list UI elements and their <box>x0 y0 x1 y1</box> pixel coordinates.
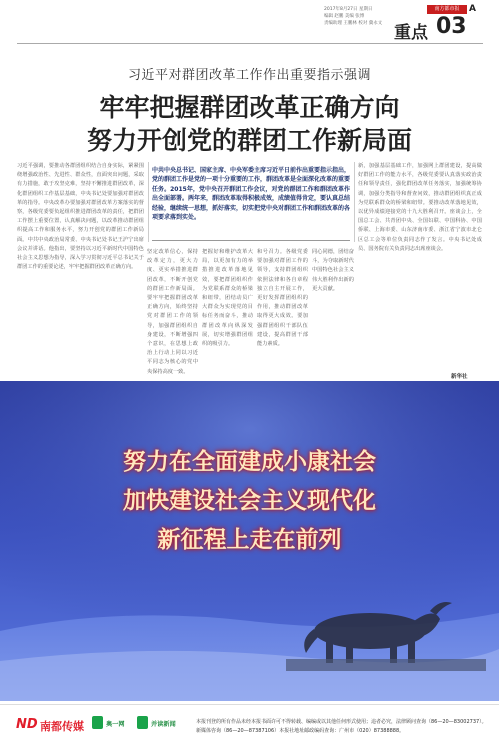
page-footer <box>0 704 499 751</box>
body-column-mid-2: 把握好和维护改革大局，以更加有力的举措推进改革落地见效，要把群团组织作为党联系群众的桥梁和纽带，团结动员广大群众为实现党的目标任务而奋斗，推动群团改革向纵深发展，切实增强群团组织的吸引力。 <box>202 249 253 348</box>
nd-media-name: 南都传媒 <box>40 720 84 733</box>
header-proof: 责编助理 王鹏林 校对 冀永文 <box>324 21 383 26</box>
footer-notice-line-2: 新媒体咨询（86—20—87387106）本报社地址邮政编码查询：广州市（020）87388888。 <box>196 728 405 734</box>
footer-notice-line-1: 本报刊登的所有作品未经本报书面许可不得转载、编编或以其他任何形式使用；违者必究，法律顾问查询（86—20—83002737）。 <box>196 719 487 725</box>
body-column-mid-4: 同心同德，团结奋斗，为夺取新时代中国特色社会主义伟大胜利作出新的更大贡献。 <box>312 249 354 292</box>
body-column-left: 习近平强调，要推动各群团组织结合自身实际，紧紧围绕增强政治性、先进性、群众性，直面突出问题，采取有力措施，敢于攻坚克难，坚持不懈推进群团改革，深化群团组织工作基层基础，中央书记处要加强对群团改革的指导。中央改革办要加强对群团改革方案落实的督察，各级党委要负起组织推进群团改革的责任，把群团工作摆上重要位置，认真解决问题，以改革推动群团组织提高工作和服务水平，努力开创党的群团工作新局面。中共中央政治局常委、中央书记处书记王沪宁出席会议并讲话。他指出，要坚持以习近平新时代中国特色社会主义思想为指导，深入学习贯彻习近平总书记关于群团工作的重要论述，牢牢把握群团改革正确方向。 <box>17 163 144 271</box>
column-divider <box>354 162 355 242</box>
lead-summary: 中共中央总书记、国家主席、中央军委主席习近平日前作出重要指示指出，党的群团工作是党的一项十分重要的工作，群团改革是全面深化改革的重要任务。2015年，党中央召开群团工作会议，对党的群团工作和群团改革作出全面部署。两年来，群团改革取得积极成效，成绩值得肯定，要认真总结经验，继续统一思想，抓好落实，切实把党中央对群团工作和群团改革的各项要求落到实处。 <box>152 167 351 222</box>
header-meta <box>324 6 404 27</box>
header-rule <box>17 43 483 44</box>
body-column-right: 新，加强基层基础工作，加强网上群团建设，提高做好群团工作的能力水平，各级党委要认真落实政治责任和领导责任，强化群团改革任务落实，加强统筹协调，加强分类指导和督查问效，推动群团组织真正成为党联系群众的桥梁和纽带。要推动改革落地见效，以优异成绩迎接党的十九大胜利召开。座谈会上，全国总工会、共青团中央、全国妇联、中国科协、中国侨联、上海市委、山东济南市委、浙江省宁波市北仑区总工会等单位负责同志作了发言。中央书记处成员、国务院有关负责同志出席座谈会。 <box>358 163 482 252</box>
article-kicker: 习近平对群团改革工作作出重要指示强调 <box>127 68 371 83</box>
byline: 新华社 <box>451 374 468 380</box>
bingdu-name: 并读新闻 <box>151 721 176 728</box>
edition-letter: A <box>469 4 476 14</box>
aoyi-logo-icon <box>92 716 103 729</box>
poster-slogan-1: 努力在全面建成小康社会 <box>123 449 376 475</box>
headline-line-2: 努力开创党的群团工作新局面 <box>86 126 412 155</box>
page-number: 03 <box>436 14 467 39</box>
bingdu-logo-icon <box>137 716 148 729</box>
propaganda-poster <box>0 381 499 701</box>
column-divider <box>148 162 149 242</box>
aoyi-name: 奥一网 <box>106 721 125 728</box>
header-editors: 编辑 赵鹏 美编 张博 <box>324 14 365 19</box>
section-title: 重点 <box>394 23 428 43</box>
body-column-mid-3: 和号召力。各级党委要加强对群团工作的领导，支持群团组织依照法律和各自章程独立自主开展工作，更好发挥群团组织的作用，推动群团改革取得更大成效。要加强群团组织干部队伍建设，提高群团干部能力素质。 <box>257 249 308 348</box>
paper-badge: 南方都市报 <box>427 5 467 14</box>
headline-line-1: 牢牢把握群团改革正确方向 <box>99 93 400 122</box>
poster-slogan-2: 加快建设社会主义现代化 <box>123 488 376 514</box>
poster-slogan-3: 新征程上走在前列 <box>157 527 342 553</box>
summary-rule <box>152 240 350 241</box>
footer-notice <box>196 718 488 736</box>
header-date: 2017年8月27日 星期日 <box>324 7 373 12</box>
body-column-mid-1: 坚定改革信心，保持改革定力，更大力度、更实举措推进群团改革，不断开创党的群团工作新局面。要牢牢把握群团改革正确方向，始终坚持党对群团工作的领导，加强群团组织自身建设，不断增强四个意识，在思想上政治上行动上同以习近平同志为核心的党中央保持高度一致。 <box>147 249 198 375</box>
nd-logo: ND <box>16 717 38 732</box>
